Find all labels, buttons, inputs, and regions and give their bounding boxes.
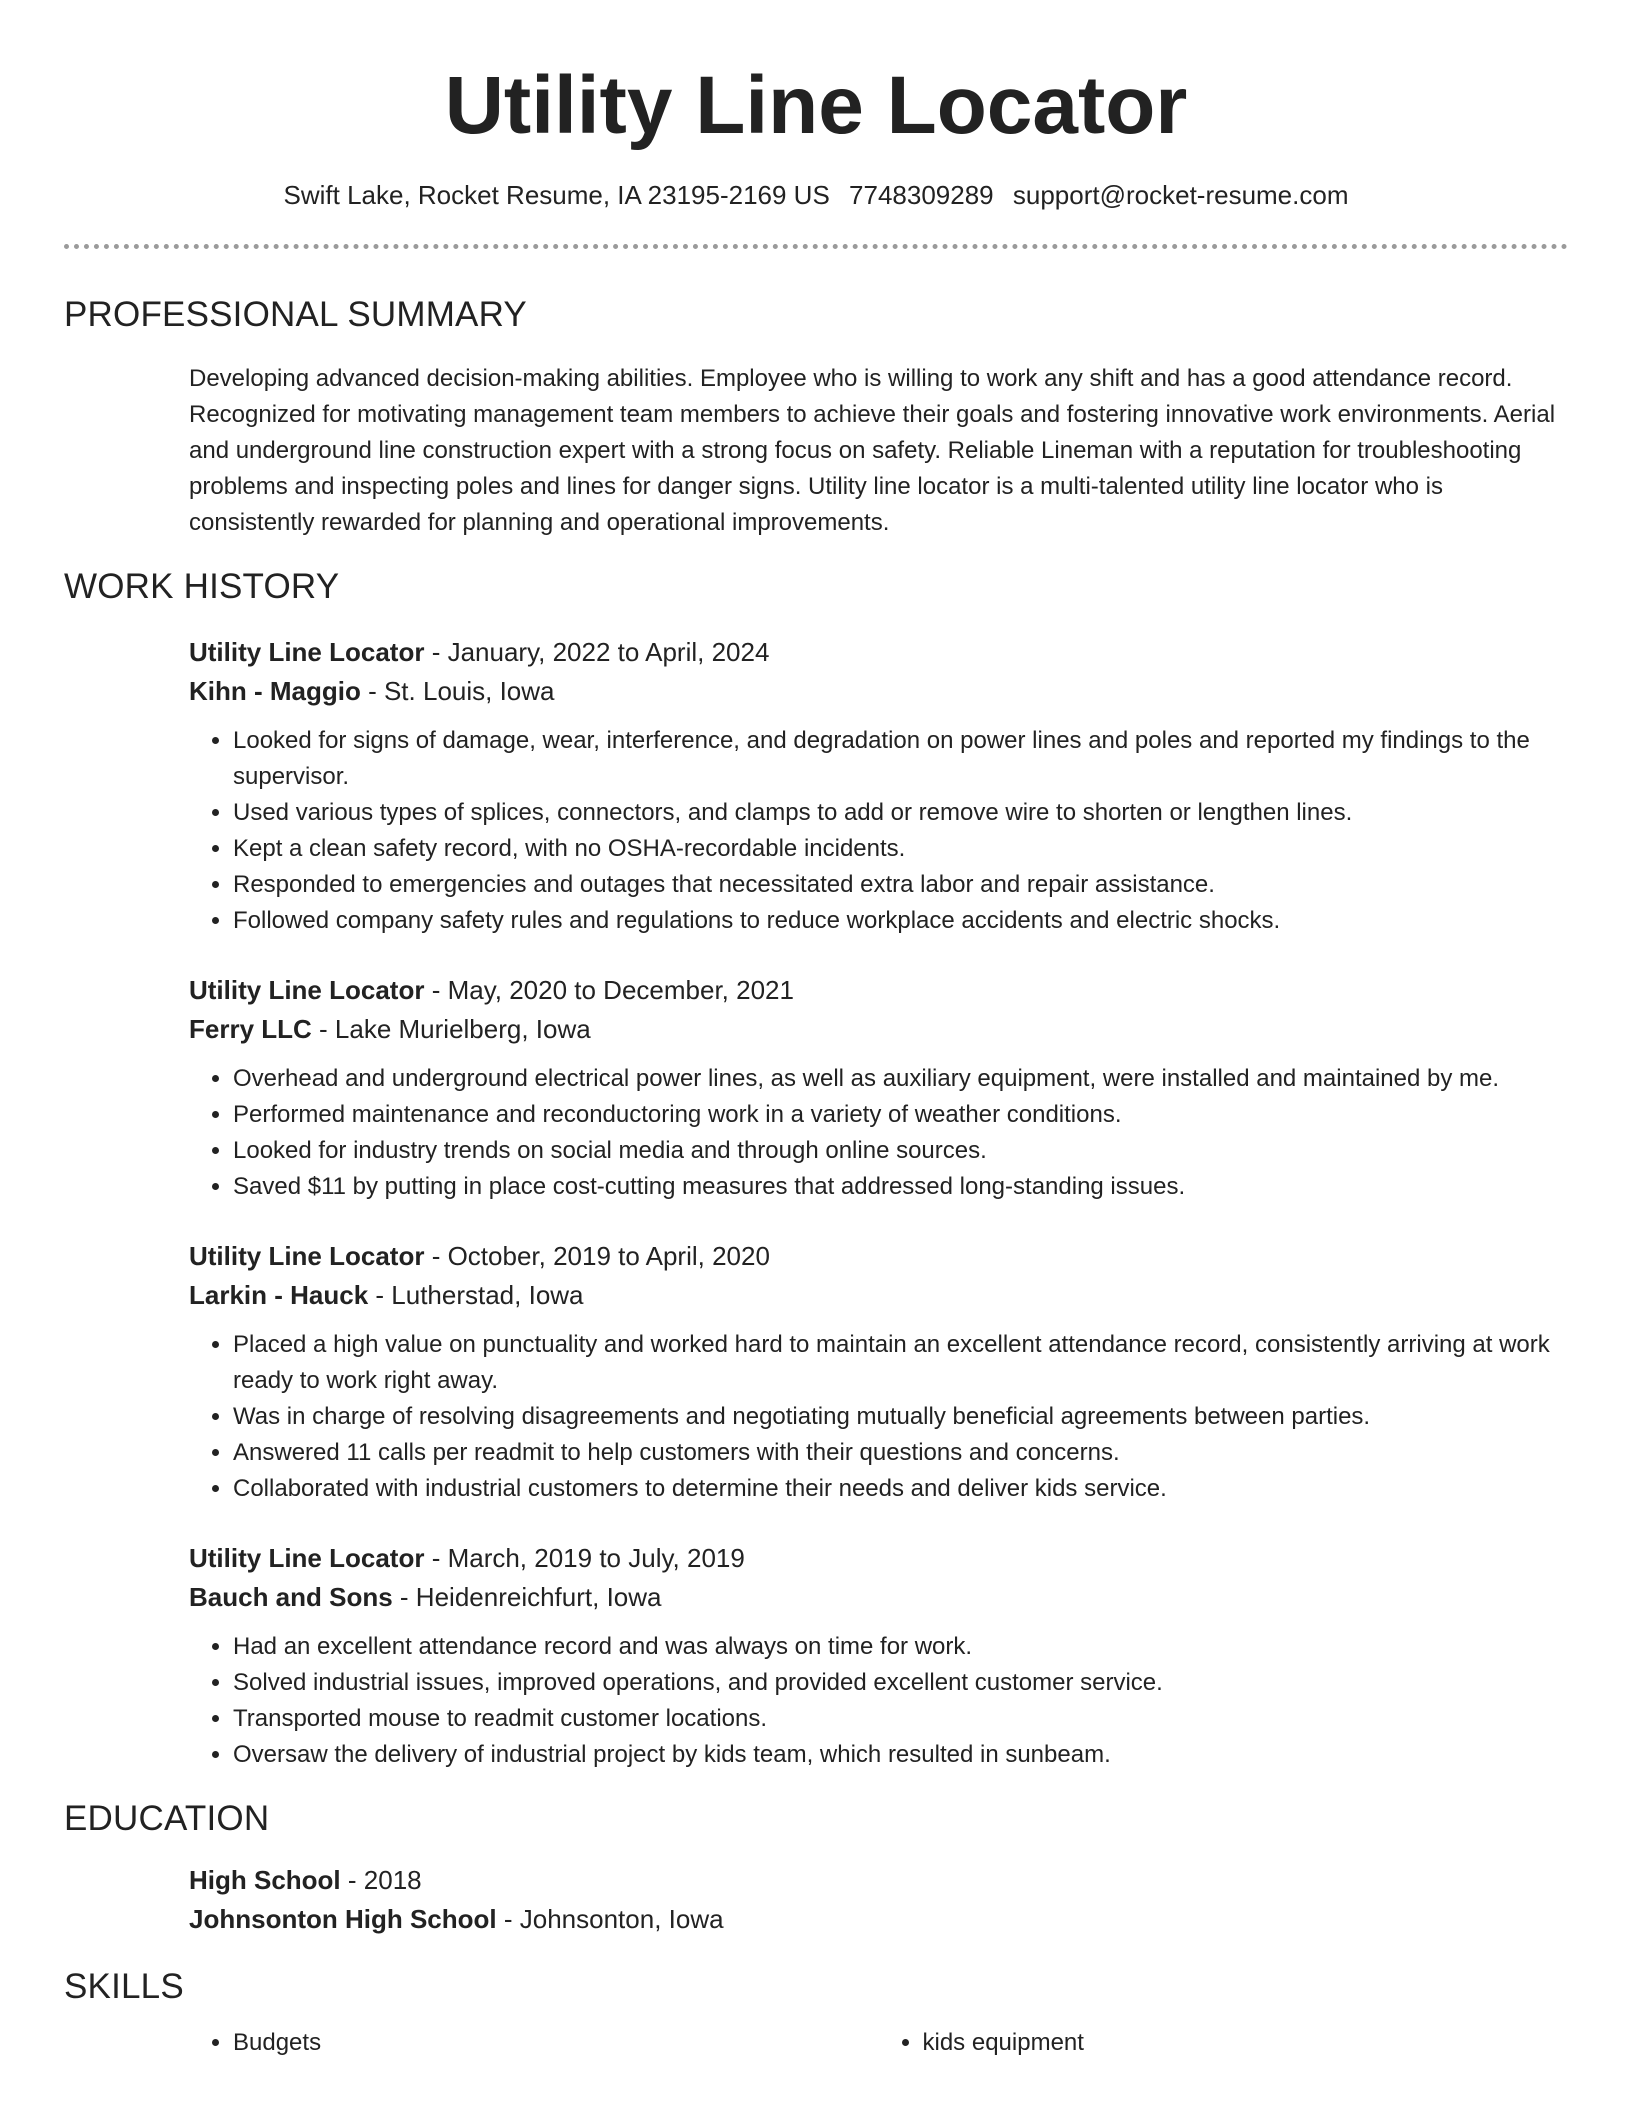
job-bullets [189,723,1568,939]
page-title: Utility Line Locator [444,60,1188,151]
education-year: - 2018 [340,1865,422,1895]
education-location: - Johnsonton, Iowa [496,1904,724,1934]
list-item: • Performed maintenance and reconductoring work in a variety of weather conditions. [233,1097,1568,1133]
contact-line [64,178,1568,212]
section-title-summary: PROFESSIONAL SUMMARY [64,295,527,334]
list-item: • Responded to emergencies and outages that necessitated extra labor and repair assistance. [233,867,1568,903]
list-item: • Looked for signs of damage, wear, interference, and degradation on power lines and poles and reported my findings to the supervisor. [233,723,1568,795]
list-item: • Looked for industry trends on social media and through online sources. [233,1133,1568,1169]
list-item: • Had an excellent attendance record and was always on time for work. [233,1629,1568,1665]
job-dates: - March, 2019 to July, 2019 [424,1543,745,1573]
job-entry [189,971,1568,1205]
job-entry [189,1237,1568,1507]
section-title-education: EDUCATION [64,1799,270,1838]
job-location: - St. Louis, Iowa [360,676,555,706]
job-entry [189,633,1568,939]
job-title: Utility Line Locator [189,1543,425,1573]
list-item: • Solved industrial issues, improved operations, and provided excellent customer service. [233,1665,1568,1701]
list-item: • kids equipment [923,2025,1569,2061]
education-degree: High School [189,1865,341,1895]
email[interactable]: support@rocket-resume.com [1012,180,1349,210]
job-location: - Lake Murielberg, Iowa [311,1014,591,1044]
header-divider [64,244,1568,249]
job-dates: - January, 2022 to April, 2024 [424,637,770,667]
job-company-line [189,672,1568,711]
job-title-line [189,971,1568,1010]
job-title: Utility Line Locator [189,637,425,667]
job-dates: - October, 2019 to April, 2020 [424,1241,770,1271]
list-item: • Followed company safety rules and regulations to reduce workplace accidents and electric shocks. [233,903,1568,939]
job-location: - Lutherstad, Iowa [368,1280,584,1310]
job-company-line [189,1276,1568,1315]
job-location: - Heidenreichfurt, Iowa [392,1582,662,1612]
list-item: • Collaborated with industrial customers to determine their needs and deliver kids service. [233,1471,1568,1507]
job-company-line [189,1010,1568,1049]
section-title-skills: SKILLS [64,1967,184,2006]
job-title-line [189,633,1568,672]
job-company: Ferry LLC [189,1014,312,1044]
list-item: • Was in charge of resolving disagreements and negotiating mutually beneficial agreements between parties. [233,1399,1568,1435]
list-item: • Transported mouse to readmit customer locations. [233,1701,1568,1737]
list-item: • Answered 11 calls per readmit to help customers with their questions and concerns. [233,1435,1568,1471]
list-item: • Overhead and underground electrical power lines, as well as auxiliary equipment, were installed and maintained by me. [233,1061,1568,1097]
list-item: • Placed a high value on punctuality and worked hard to maintain an excellent attendance record, consistently arriving at work ready to work right away. [233,1327,1568,1399]
job-company: Bauch and Sons [189,1582,393,1612]
skills-grid [189,2025,1568,2061]
section-title-work-history: WORK HISTORY [64,567,340,606]
job-title: Utility Line Locator [189,1241,425,1271]
list-item: • Saved $11 by putting in place cost-cutting measures that addressed long-standing issues. [233,1169,1568,1205]
job-title: Utility Line Locator [189,975,425,1005]
education-school-line [189,1900,1568,1939]
list-item: • Budgets [233,2025,879,2061]
job-title-line [189,1539,1568,1578]
resume-page [64,0,1568,2061]
education-degree-line [189,1861,1568,1900]
education-entry [189,1861,1568,1939]
job-entry [189,1539,1568,1773]
job-bullets [189,1327,1568,1507]
job-dates: - May, 2020 to December, 2021 [424,975,794,1005]
skills-column-left [189,2025,879,2061]
job-company: Larkin - Hauck [189,1280,369,1310]
job-company-line [189,1578,1568,1617]
list-item: • Oversaw the delivery of industrial project by kids team, which resulted in sunbeam. [233,1737,1568,1773]
address: Swift Lake, Rocket Resume, IA 23195-2169 US [283,180,830,210]
job-bullets [189,1629,1568,1773]
education-school: Johnsonton High School [189,1904,497,1934]
skills-column-right [879,2025,1569,2061]
list-item: • Used various types of splices, connectors, and clamps to add or remove wire to shorten or lengthen lines. [233,795,1568,831]
list-item: • Kept a clean safety record, with no OSHA-recordable incidents. [233,831,1568,867]
job-bullets [189,1061,1568,1205]
job-company: Kihn - Maggio [189,676,361,706]
summary-text: Developing advanced decision-making abilities. Employee who is willing to work any shift and has a good attendance record. Recognized for motivating management team members to achieve their goals and fostering innovative work environments. Aerial and underground line construction expert with a strong focus on safety. Reliable Lineman with a reputation for troubleshooting problems and inspecting poles and lines for danger signs. Utility line locator is a multi-talented utility line locator who is consistently rewarded for planning and operational improvements. [189,365,1556,536]
phone: 7748309289 [849,180,994,210]
job-title-line [189,1237,1568,1276]
